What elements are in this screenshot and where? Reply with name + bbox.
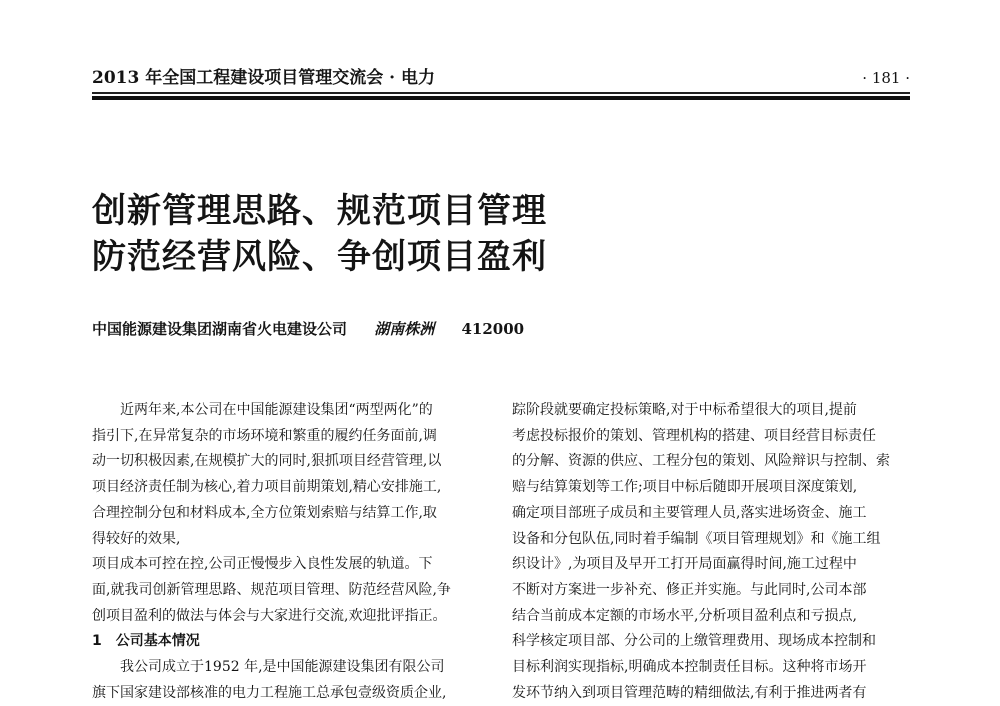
text-line: 发环节纳入到项目管理范畴的精细做法,有利于推进两者有 (512, 684, 867, 701)
text-line: 确定项目部班子成员和主要管理人员,落实进场资金、施工 (512, 504, 867, 521)
text-line: 考虑投标报价的策划、管理机构的搭建、项目经营目标责任 (512, 427, 876, 444)
header-rule-thin (92, 92, 910, 94)
journal-title: 2013 年全国工程建设项目管理交流会 · 电力 (92, 68, 435, 88)
text-line: 项目成本可控在控,公司正慢慢步入良性发展的轨道。下 (92, 556, 433, 573)
body-column-left (92, 398, 490, 706)
text-line: 动一切积极因素,在规模扩大的同时,狠抓项目经营管理,以 (92, 453, 442, 470)
postcode: 412000 (461, 320, 525, 338)
text-line: 项目经济责任制为核心,着力项目前期策划,精心安排施工, (92, 479, 442, 496)
header-rule-thick (92, 96, 910, 100)
text-line: 旗下国家建设部核准的电力工程施工总承包壹级资质企业, (92, 684, 447, 701)
text-line: 科学核定项目部、分公司的上缴管理费用、现场成本控制和 (512, 633, 876, 650)
body-column-right (512, 398, 910, 706)
text-line: 面,就我司创新管理思路、规范项目管理、防范经营风险,争 (92, 581, 451, 598)
text-line: 创项目盈利的做法与体会与大家进行交流,欢迎批评指正。 (92, 607, 447, 624)
text-line: 结合当前成本定额的市场水平,分析项目盈利点和亏损点, (512, 607, 857, 624)
text-line: 赔与结算策划等工作;项目中标后随即开展项目深度策划, (512, 479, 858, 496)
affiliation: 中国能源建设集团湖南省火电建设公司 (92, 320, 348, 338)
text-line: 织设计》,为项目及早开工打开局面赢得时间,施工过程中 (512, 556, 857, 573)
text-line: 设备和分包队伍,同时着手编制《项目管理规划》和《施工组 (512, 530, 881, 547)
text-line: 合理控制分包和材料成本,全方位策划索赔与结算工作,取 (92, 504, 437, 521)
author-affiliation (92, 318, 546, 340)
title-line: 创新管理思路、规范项目管理 (92, 191, 547, 231)
title-line: 防范经营风险、争创项目盈利 (92, 237, 547, 277)
location: 湖南株洲 (374, 320, 435, 338)
text-line: 我公司成立于1952 年,是中国能源建设集团有限公司 (120, 659, 445, 676)
running-header (92, 66, 910, 90)
article-title (92, 188, 792, 280)
text-line: 的分解、资源的供应、工程分包的策划、风险辩识与控制、索 (512, 453, 890, 470)
page-number: · 181 · (862, 69, 910, 87)
text-line: 目标利润实现指标,明确成本控制责任目标。这种将市场开 (512, 659, 867, 676)
text-line: 指引下,在异常复杂的市场环境和繁重的履约任务面前,调 (92, 427, 437, 444)
text-line: 近两年来,本公司在中国能源建设集团“两型两化”的 (120, 402, 433, 418)
text-line: 得较好的效果, (92, 530, 181, 547)
text-line: 不断对方案进一步补充、修正并实施。与此同时,公司本部 (512, 581, 867, 598)
text-line: 踪阶段就要确定投标策略,对于中标希望很大的项目,提前 (512, 402, 857, 418)
section-heading: 1 公司基本情况 (92, 633, 200, 650)
